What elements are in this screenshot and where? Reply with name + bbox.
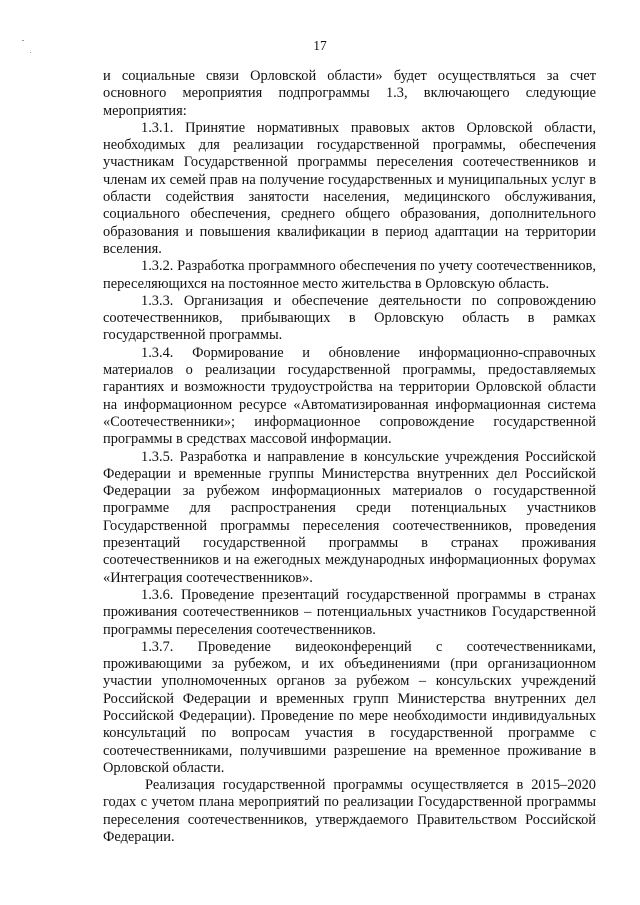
item-1-3-1-paragraph: 1.3.1. Принятие нормативных правовых актов Орловской области, необходимых для реализации государственной программы, обеспечения участникам Государственной программы переселения соотечественников и членам их семей прав на получение государственных и муниципальных услуг в области содействия занятости населения, медицинского обслуживания, социального обеспечения, среднего общего образования, дополнительного образования и повышения квалификации в период адаптации на территории вселения.	[103, 119, 596, 257]
item-1-3-5-paragraph: 1.3.5. Разработка и направление в консульские учреждения Российской Федерации и временные группы Министерства внутренних дел Российской Федерации за рубежом информационных материалов о государственной программе для распространения среди потенциальных участников Государственной программы переселения соотечественников, проведения презентаций государственной программы в странах проживания соотечественников и на ежегодных международных информационных форумах «Интеграция соотечественников».	[103, 448, 596, 586]
page-number: 17	[313, 38, 327, 53]
item-1-3-2-paragraph: 1.3.2. Разработка программного обеспечения по учету соотечественников, переселяющихся на постоянное место жительства в Орловскую область.	[103, 258, 596, 292]
document-body	[103, 68, 596, 846]
conclusion-paragraph: Реализация государственной программы осуществляется в 2015–2020 годах с учетом плана мероприятий по реализации Государственной программы переселения соотечественников, утверждаемого Правительством Российской Федерации.	[103, 777, 596, 846]
item-1-3-3-paragraph: 1.3.3. Организация и обеспечение деятельности по сопровождению соотечественников, прибывающих в Орловскую область в рамках государственной программы.	[103, 292, 596, 344]
item-1-3-6-paragraph: 1.3.6. Проведение презентаций государственной программы в странах проживания соотечественников – потенциальных участников Государственной программы переселения соотечественников.	[103, 586, 596, 638]
item-1-3-7-paragraph: 1.3.7. Проведение видеоконференций с соотечественниками, проживающими за рубежом, и их объединениями (при организационном участии уполномоченных органов за рубежом – консульских учреждений Российской Федерации и временных групп Министерства внутренних дел Российской Федерации). Проведение по мере необходимости индивидуальных консультаций по вопросам участия в государственной программе с соотечественниками, получившими разрешение на временное проживание в Орловской области.	[103, 638, 596, 776]
intro-paragraph: и социальные связи Орловской области» будет осуществляться за счет основного мероприятия подпрограммы 1.3, включающего следующие мероприятия:	[103, 68, 596, 119]
item-1-3-4-paragraph: 1.3.4. Формирование и обновление информационно-справочных материалов о реализации государственной программы, предоставляемых гарантиях и возможности трудоустройства на территории Орловской области на информационном ресурсе «Автоматизированная информационная система «Соотечественники»; информационное сопровождение государственной программы в средствах массовой информации.	[103, 344, 596, 448]
